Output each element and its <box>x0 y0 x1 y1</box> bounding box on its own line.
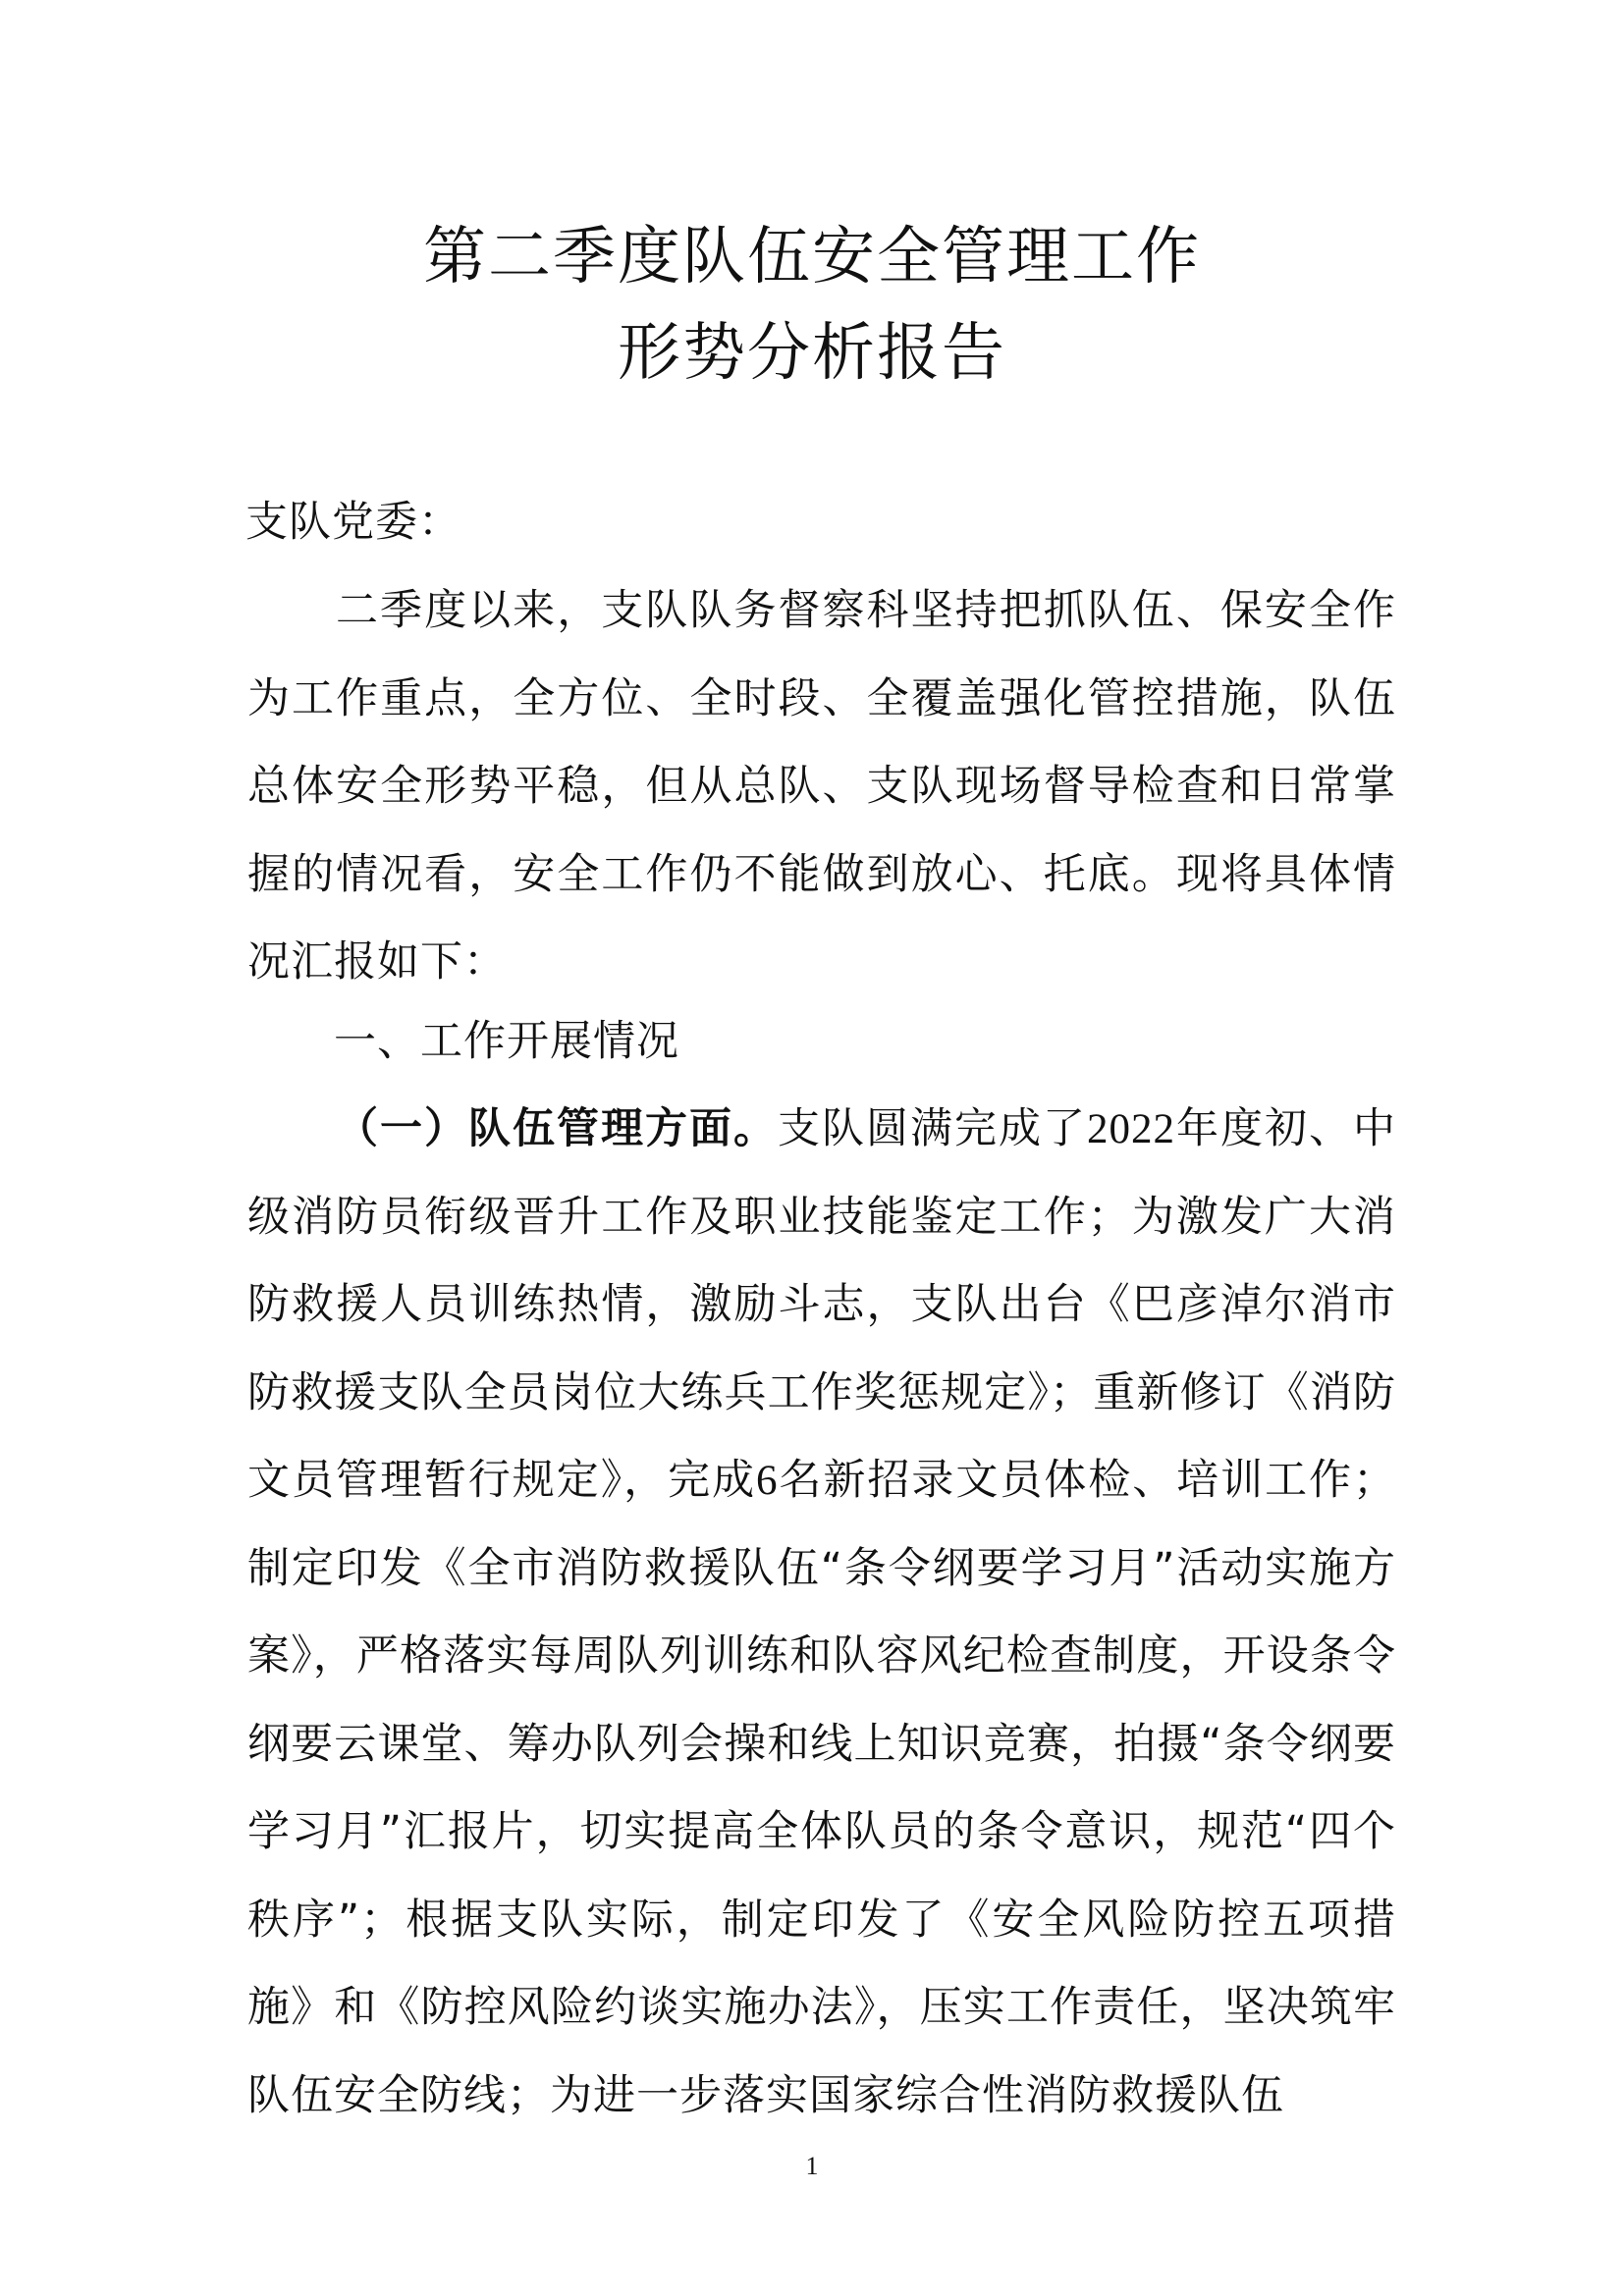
subsection-year: 2022 <box>1087 1106 1175 1152</box>
page-number: 1 <box>805 2152 819 2180</box>
section-heading: 一、工作开展情况 <box>334 1017 679 1066</box>
subsection-count: 6 <box>756 1458 779 1504</box>
subsection-lead: （一）队伍管理方面。 <box>336 1104 778 1153</box>
subsection-paragraph <box>247 1086 1396 2140</box>
subsection-text-1: 支队圆满完成了 <box>778 1104 1087 1153</box>
salutation: 支队党委： <box>245 498 461 547</box>
document-title-line-2: 形势分析报告 <box>618 317 1006 390</box>
intro-paragraph: 二季度以来，支队队务督察科坚持把抓队伍、保安全作为工作重点，全方位、全时段、全覆盖强化管控措施，队伍总体安全形势平稳，但从总队、支队现场督导检查和日常掌握的情况看，安全工作仍不能做到放心、托底。现将具体情况汇报如下： <box>247 586 1396 987</box>
subsection-text-2: 年度初、中级消防员衔级晋升工作及职业技能鉴定工作；为激发广大消防救援人员训练热情，激励斗志，支队出台《巴彦淖尔消市防救援支队全员岗位大练兵工作奖惩规定》；重新修订《消防文员管理暂行规定》，完成 <box>247 1104 1396 1505</box>
subsection-text-3: 名新招录文员体检、培训工作；制定印发《全市消防救援队伍“条令纲要学习月”活动实施方案》，严格落实每周队列训练和队容风纪检查制度，开设条令纲要云课堂、筹办队列会操和线上知识竞赛，拍摄“条令纲要学习月”汇报片，切实提高全体队员的条令意识，规范“四个秩序”；根据支队实际，制定印发了《安全风险防控五项措施》和《防控风险约谈实施办法》，压实工作责任，坚决筑牢队伍安全防线；为进一步落实国家综合性消防救援队伍 <box>247 1456 1397 2120</box>
document-title-line-1: 第二季度队伍安全管理工作 <box>423 221 1201 294</box>
